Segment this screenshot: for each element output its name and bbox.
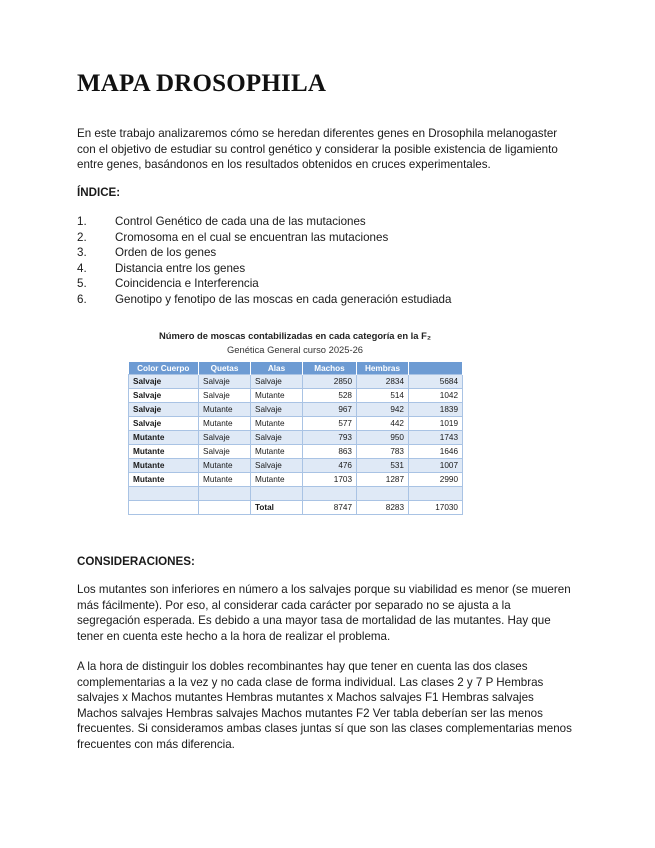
- index-item-number: 6.: [77, 292, 87, 306]
- table-cell: 1042: [409, 389, 463, 403]
- table-cell: 5684: [409, 375, 463, 389]
- table-row: [129, 473, 463, 487]
- table-cell: 942: [357, 403, 409, 417]
- table-row: [129, 403, 463, 417]
- table-row: [129, 375, 463, 389]
- table-cell: 783: [357, 445, 409, 459]
- table-row: [129, 445, 463, 459]
- table-cell: Salvaje: [199, 375, 251, 389]
- table-cell: [251, 487, 303, 501]
- table-cell: Salvaje: [251, 459, 303, 473]
- table-cell: 967: [303, 403, 357, 417]
- table-cell: Salvaje: [199, 445, 251, 459]
- table-cell: [199, 487, 251, 501]
- table-cell: Salvaje: [199, 431, 251, 445]
- total-cell: 8283: [357, 501, 409, 515]
- table-row: [129, 389, 463, 403]
- document-title: MAPA DROSOPHILA: [77, 70, 327, 97]
- index-item-number: 5.: [77, 277, 87, 290]
- index-item-number: 3.: [77, 246, 87, 259]
- table-cell: 863: [303, 445, 357, 459]
- table-cell: 2990: [409, 473, 463, 487]
- table-cell: Mutante: [251, 445, 303, 459]
- table-cell: [129, 501, 199, 515]
- table-cell: 531: [357, 459, 409, 473]
- table-cell: Mutante: [199, 473, 251, 487]
- table-row: [129, 431, 463, 445]
- table-cell: Salvaje: [251, 375, 303, 389]
- index-item-text: Orden de los genes: [115, 246, 217, 259]
- table-cell: Mutante: [251, 417, 303, 431]
- table-cell: [357, 487, 409, 501]
- table-cell: 950: [357, 431, 409, 445]
- total-cell: 17030: [409, 501, 463, 515]
- table-cell: 793: [303, 431, 357, 445]
- index-item-text: Control Genético de cada una de las mutaciones: [115, 215, 366, 228]
- table-cell: 1019: [409, 417, 463, 431]
- table-row: [129, 459, 463, 473]
- column-header: Alas: [251, 362, 303, 375]
- f2-count-table: [128, 362, 463, 515]
- index-item-text: Genotipo y fenotipo de las moscas en cada generación estudiada: [115, 292, 452, 306]
- table-cell: Mutante: [251, 473, 303, 487]
- table-cell: 514: [357, 389, 409, 403]
- considerations-heading: CONSIDERACIONES:: [77, 555, 195, 568]
- table-cell: [199, 501, 251, 515]
- table-row: [129, 417, 463, 431]
- index-item: [77, 245, 451, 261]
- column-header: Machos: [303, 362, 357, 375]
- table-cell: 476: [303, 459, 357, 473]
- index-item: [77, 276, 451, 292]
- column-header: Quetas: [199, 362, 251, 375]
- table-cell: Salvaje: [199, 389, 251, 403]
- index-item: [77, 214, 451, 230]
- table-cell: Salvaje: [251, 431, 303, 445]
- intro-paragraph: En este trabajo analizaremos cómo se heredan diferentes genes en Drosophila melanogaster con el objetivo de estudiar su control genético y considerar la posible existencia de ligamiento entre genes, basándonos en los resultados obtenidos en cruces experimentales.: [77, 127, 558, 171]
- table-cell: [303, 487, 357, 501]
- table-cell: 1007: [409, 459, 463, 473]
- table-cell: Mutante: [129, 459, 199, 473]
- index-item: [77, 230, 451, 246]
- table-cell: 1703: [303, 473, 357, 487]
- table-row: [129, 487, 463, 501]
- table-cell: Mutante: [129, 431, 199, 445]
- table-header-row: [129, 362, 463, 375]
- table-cell: 577: [303, 417, 357, 431]
- index-heading: ÍNDICE:: [77, 186, 121, 199]
- table-cell: Salvaje: [129, 417, 199, 431]
- table-total-row: [129, 501, 463, 515]
- index-item-text: Distancia entre los genes: [115, 261, 246, 275]
- column-header: Hembras: [357, 362, 409, 375]
- figure-subtitle: Genética General curso 2025-26: [226, 344, 364, 355]
- index-item-text: Cromosoma en el cual se encuentran las mutaciones: [115, 230, 389, 244]
- table-cell: 1287: [357, 473, 409, 487]
- total-label: Total: [251, 501, 303, 515]
- figure-title: Número de moscas contabilizadas en cada categoría en la F₂: [159, 330, 431, 341]
- table-cell: 2850: [303, 375, 357, 389]
- total-cell: 8747: [303, 501, 357, 515]
- index-item-number: 4.: [77, 261, 87, 275]
- mutants-paragraph: Los mutantes son inferiores en número a los salvajes porque su viabilidad es menor (se mueren más fácilmente). Por eso, al considerar cada carácter por separado no se ajusta a la segregación esperada. Es debido a una mayor tasa de mortalidad de las mutantes. Hay que tener en cuenta este hecho a la hora de realizar el problema.: [77, 583, 571, 643]
- column-header: [409, 362, 463, 375]
- f2-table-figure: [128, 330, 462, 515]
- table-cell: Salvaje: [129, 403, 199, 417]
- table-cell: Mutante: [129, 445, 199, 459]
- table-cell: [129, 487, 199, 501]
- table-cell: 528: [303, 389, 357, 403]
- table-cell: Salvaje: [251, 403, 303, 417]
- index-list: [77, 214, 451, 307]
- table-cell: Mutante: [199, 459, 251, 473]
- table-cell: 2834: [357, 375, 409, 389]
- index-item-number: 1.: [77, 215, 87, 228]
- index-item-number: 2.: [77, 230, 87, 244]
- table-cell: Mutante: [129, 473, 199, 487]
- table-cell: Salvaje: [129, 389, 199, 403]
- table-cell: [409, 487, 463, 501]
- table-cell: Mutante: [199, 403, 251, 417]
- table-cell: Salvaje: [129, 375, 199, 389]
- table-cell: Mutante: [251, 389, 303, 403]
- table-cell: 1743: [409, 431, 463, 445]
- index-item: [77, 292, 451, 308]
- table-cell: 442: [357, 417, 409, 431]
- recombinants-paragraph: A la hora de distinguir los dobles recombinantes hay que tener en cuenta las dos clases complementarias a la vez y no cada clase de forma individual. Las clases 2 y 7 P Hembras salvajes x Machos mutantes Hembras mutantes x Machos salvajes F1 Hembras salvajes Machos salvajes Hembras salvajes Machos mutantes F2 Ver tabla deberían ser las menos frecuentes. Si consideramos ambas clases juntas sí que son las clases complementarias menos frecuentes con más diferencia.: [77, 660, 572, 751]
- column-header: Color Cuerpo: [129, 362, 199, 375]
- table-cell: Mutante: [199, 417, 251, 431]
- index-item: [77, 261, 451, 277]
- table-cell: 1646: [409, 445, 463, 459]
- index-item-text: Coincidencia e Interferencia: [115, 277, 259, 290]
- table-cell: 1839: [409, 403, 463, 417]
